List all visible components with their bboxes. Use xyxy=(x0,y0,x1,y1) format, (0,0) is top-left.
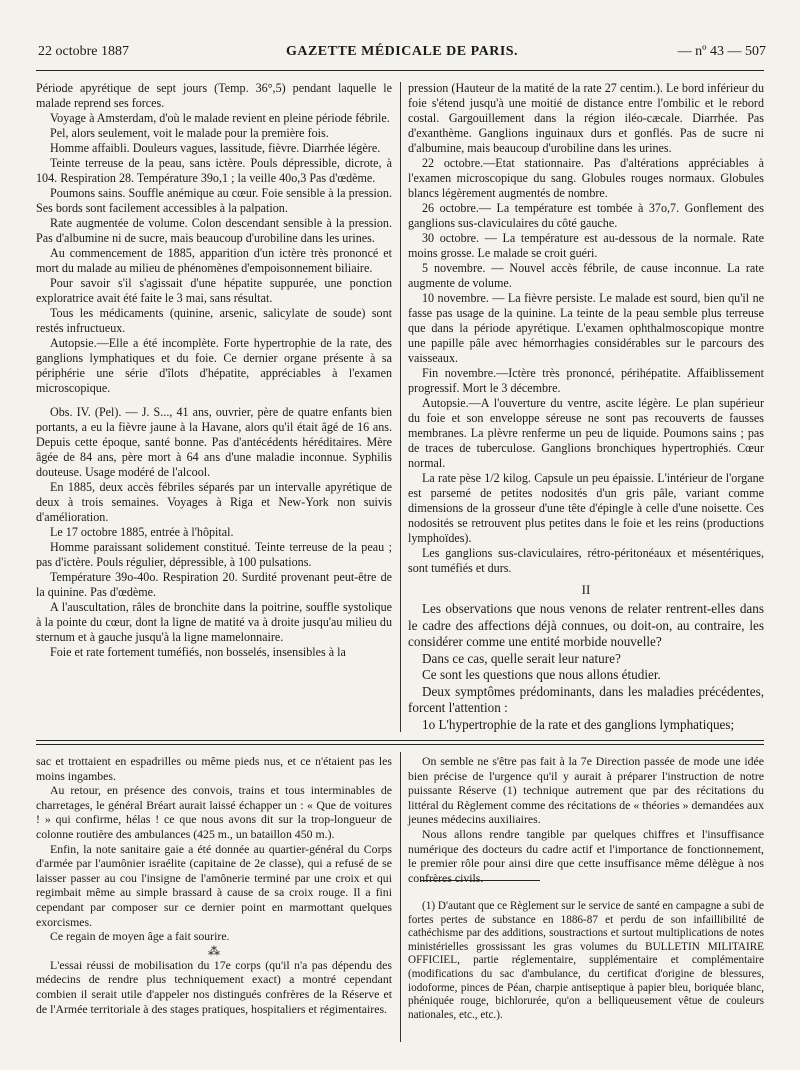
paragraph: 10 novembre. — La fièvre persiste. Le malade est sourd, bien qu'il ne fasse pas usage de la quinine. La teinte de la peau semble plus terreuse que dans la période apyrétique. L'examen ophthalmoscopique montre une papille pâle avec hémorrhagies considérables sur le parcours des vaisseaux. xyxy=(408,291,764,365)
section-rule-double xyxy=(36,744,764,745)
paragraph: A l'auscultation, râles de bronchite dans la poitrine, souffle systolique à la pointe du cœur, dont la ligne de matité va à droite jusqu'au milieu du sternum et à gauche jusqu'à la ligne mamelonnaire. xyxy=(36,600,392,644)
column-divider xyxy=(400,752,401,1042)
paragraph: 22 octobre.—Etat stationnaire. Pas d'altérations appréciables à l'examen microscopique du sang. Globules rouges normaux. Globules blancs légèrement augmentés de nombre. xyxy=(408,156,764,200)
header-rule xyxy=(36,70,764,71)
paragraph: Rate augmentée de volume. Colon descendant sensible à la pression. Pas d'albumine ni de sucre, mais beaucoup d'urobiline dans les urines. xyxy=(36,216,392,245)
paragraph: Homme affaibli. Douleurs vagues, lassitude, fièvre. Diarrhée légère. xyxy=(50,141,381,155)
paragraph: En 1885, deux accès fébriles séparés par un intervalle apyrétique de deux à trois semaines. Voyages à Riga et New-York non suivis d'amélioration. xyxy=(36,480,392,524)
paragraph: Teinte terreuse de la peau, sans ictère. Pouls dépressible, dicrote, à 104. Respiration 28. Température 39o,1 ; la veille 40o,3 Pas d'œdème. xyxy=(36,156,392,185)
paragraph: Foie et rate fortement tuméfiés, non bosselés, insensibles à la xyxy=(50,645,346,659)
paragraph: Dans ce cas, quelle serait leur nature? xyxy=(422,650,621,666)
asterism-separator: ⁂ xyxy=(208,943,220,958)
paragraph: Deux symptômes prédominants, dans les maladies précédentes, forcent l'attention : xyxy=(408,683,764,715)
paragraph: Le 17 octobre 1885, entrée à l'hôpital. xyxy=(50,525,234,539)
paragraph: Nous allons rendre tangible par quelques chiffres et l'insuffisance numérique des docteurs du cadre actif et l'importance de fonctionnement, le premier rôle pour ainsi dire que cette insuffisance même délègue à nos confrères civils. xyxy=(408,826,764,885)
left-column xyxy=(36,81,392,731)
header-issue-number: — nº 43 — 507 xyxy=(677,44,766,59)
paragraph: Ce sont les questions que nous allons étudier. xyxy=(422,667,661,682)
paragraph: Autopsie.—Elle a été incomplète. Forte hypertrophie de la rate, des ganglions lymphatiques et du foie. Ce dernier organe présente à sa périphérie une série d'îlots d'hépatite, appréciables à l'examen microscopique. xyxy=(36,336,392,395)
right-column xyxy=(408,81,764,731)
page-header xyxy=(38,44,766,66)
header-date: 22 octobre 1887 xyxy=(38,44,129,59)
paragraph: sac et trottaient en espadrilles ou même pieds nus, et ce n'étaient pas les moins ingambes. xyxy=(36,754,392,783)
paragraph: 1o L'hypertrophie de la rate et des ganglions lymphatiques; xyxy=(422,716,735,732)
section-rule xyxy=(36,740,764,741)
paragraph: Homme paraissant solidement constitué. Teinte terreuse de la peau ; pas d'ictère. Pouls régulier, dépressible, à 100 pulsations. xyxy=(36,540,392,569)
paragraph: Pour savoir s'il s'agissait d'une hépatite suppurée, une ponction exploratrice avait été faite le 3 mai, sans résultat. xyxy=(36,276,392,305)
paragraph: Fin novembre.—Ictère très prononcé, périhépatite. Affaiblissement progressif. Mort le 3 décembre. xyxy=(408,366,764,395)
lower-right-column xyxy=(408,754,764,885)
paragraph: Température 39o-40o. Respiration 20. Surdité provenant peut-être de la quinine. Pas d'œdème. xyxy=(36,570,392,599)
header-title: GAZETTE MÉDICALE DE PARIS. xyxy=(285,44,519,59)
paragraph: Les observations que nous venons de relater rentrent-elles dans le cadre des affections déjà connues, ou doit-on, au contraire, les considérer comme une entité morbide nouvelle? xyxy=(408,601,764,649)
column-divider xyxy=(400,82,401,732)
paragraph: Obs. IV. (Pel). — J. S..., 41 ans, ouvrier, père de quatre enfants bien portants, a eu la fièvre jaune à la Havane, alors qu'il était âgé de 16 ans. Depuis cette époque, santé bonne. Pas d'antécédents héréditaires. Mère âgée de 84 ans, père mort à 64 ans d'une maladie inconnue. Syphilis douteuse. Usage modéré de l'alcool. xyxy=(36,405,392,479)
paragraph: Période apyrétique de sept jours (Temp. 36°,5) pendant laquelle le malade reprend ses forces. xyxy=(36,81,392,110)
paragraph: L'essai réussi de mobilisation du 17e corps (qu'il n'a pas dépendu des médecins de rendre plus techniquement exact) a montré cependant combien il serait utile d'appeler nos distingués confrères de la Réserve et de l'Armée territoriale à des stages pratiques, hospitaliers et régimentaires. xyxy=(36,957,392,1016)
paragraph: Tous les médicaments (quinine, arsenic, salicylate de soude) sont restés infructueux. xyxy=(36,306,392,335)
paragraph: Voyage à Amsterdam, d'où le malade revient en pleine période fébrile. xyxy=(50,111,390,125)
paragraph: pression (Hauteur de la matité de la rate 27 centim.). Le bord inférieur du foie s'étend jusqu'à une moitié de distance entre l'ombilic et le rebord costal. Gargouillement dans la région iléo-cæcale. Diarrhée. Pas d'exanthème. Ganglions inguinaux durs et gonflés. Pas de sucre ni d'albumine, mais beaucoup d'urobiline dans les urines. xyxy=(408,81,764,155)
section-number: II xyxy=(581,582,591,597)
paragraph: Les ganglions sus-claviculaires, rétro-péritonéaux et mésentériques, sont tuméfiés et durs. xyxy=(408,546,764,575)
footnote xyxy=(408,900,764,1040)
paragraph: On semble ne s'être pas fait à la 7e Direction passée de mode une idée bien précise de l'urgence qu'il y aurait à préparer l'instruction de notre puissante Réserve (1) technique autrement que par des récitations du littéral du Règlement comme des récitations de « théories » demandées aux jeunes médecins auxiliaires. xyxy=(408,754,764,827)
paragraph: La rate pèse 1/2 kilog. Capsule un peu épaissie. L'intérieur de l'organe est parsemé de petites nodosités d'un gris pâle, variant comme dimensions de la grosseur d'une tête d'épingle à celle d'une noisette. Ces nodosités se retrouvent plus petites dans le foie et les reins (productions lymphoïdes). xyxy=(408,471,764,545)
paragraph: Autopsie.—A l'ouverture du ventre, ascite légère. Le plan supérieur du foie et son enveloppe séreuse ne sont pas recouverts de fausses membranes. La plèvre renferme un peu de liquide. Poumons sains ; pas de traces de tuberculose. Ganglions bronchiques hypertrophiés. Cœur normal. xyxy=(408,396,764,470)
lower-left-column xyxy=(36,754,392,1044)
paragraph: 26 octobre.— La température est tombée à 37o,7. Gonflement des ganglions sus-claviculaires du côté gauche. xyxy=(408,201,764,230)
paragraph: Poumons sains. Souffle anémique au cœur. Foie sensible à la pression. Ses bords sont facilement accessibles à la palpation. xyxy=(36,186,392,215)
paragraph: 5 novembre. — Nouvel accès fébrile, de cause inconnue. La rate augmente de volume. xyxy=(408,261,764,290)
footnote-text: (1) D'autant que ce Règlement sur le service de santé en campagne a subi de fortes pertes de substance en 1886-87 et perdu de son infaillibilité de cathéchisme par des additions, soustractions et surtout multiplications de notes ministérielles grossissant les gras volumes du BULLETIN MILITAIRE OFFICIEL, partie réglementaire, supplémentaire et complémentaire (modifications du sac d'ambulance, du certificat d'origine de blessures, iodoforme, pinces de Péan, charpie antiseptique à papier bleu, boriquée blanc, phéniquée rouge, bichlorurée, qu'on a belliqueusement vêtue de couleurs nationales, etc., etc.). xyxy=(408,900,764,1021)
paragraph: Au retour, en présence des convois, trains et tous interminables de charretages, le général Bréart aurait laissé échapper un : « Que de voitures ! » qui confirme, hélas ! ce que nous avons dit sur la trop-longueur de colonne routière des ambulances (425 m., un bataillon 450 m.). xyxy=(36,783,392,841)
paragraph: Ce regain de moyen âge a fait sourire. xyxy=(50,929,230,944)
footnote-rule xyxy=(420,880,540,881)
paragraph: Enfin, la note sanitaire gaie a été donnée au quartier-général du Corps d'armée par l'aumônier israélite (capitaine de 2e classe), qui a refusé de se laisser passer au cou l'insigne de l'amônerie terminé par une croix et qui regimbait même au simple brassard à cause de sa croix rouge. Il a fini cependant par composer sur ce dernier point en marmottant quelques exorcismes. xyxy=(36,841,392,929)
paragraph: Pel, alors seulement, voit le malade pour la première fois. xyxy=(50,126,329,140)
paragraph: Au commencement de 1885, apparition d'un ictère très prononcé et mort du malade au milieu de phénomènes d'empoisonnement biliaire. xyxy=(36,246,392,275)
paragraph: 30 octobre. — La température est au-dessous de la normale. Rate moins grosse. Le malade se croit guéri. xyxy=(408,231,764,260)
